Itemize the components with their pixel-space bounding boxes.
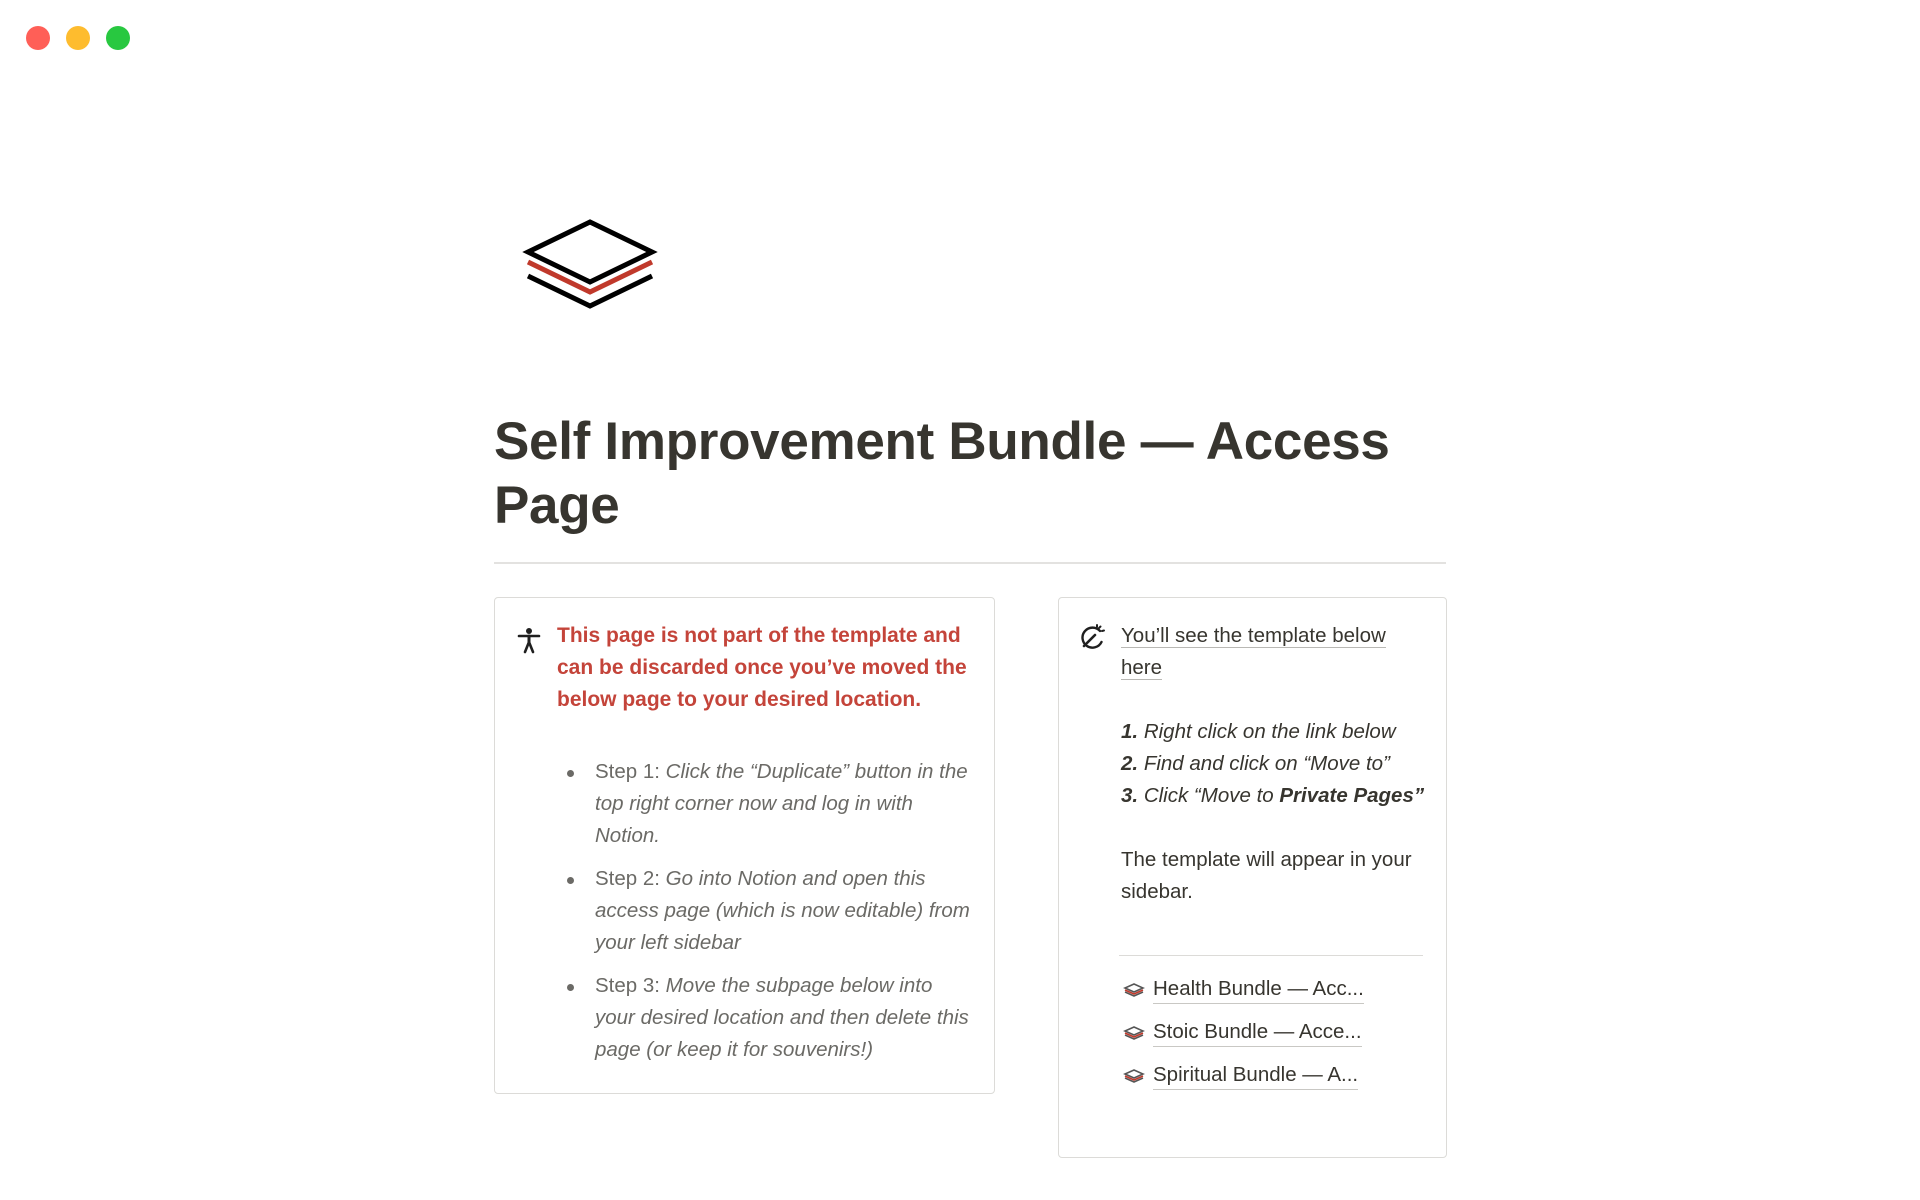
cursor-click-icon [1078,624,1106,652]
template-instructions-callout [1058,597,1447,1158]
instruction-line [1121,716,1431,748]
instruction-bold-text: Private Pages” [1279,784,1425,807]
subpage-link-spiritual[interactable] [1123,1054,1423,1097]
step-label: Step 1: [595,760,660,783]
instructions-content [1121,620,1431,908]
instruction-line [1121,780,1431,812]
stacked-layers-icon [1123,982,1145,998]
instruction-number: 3. [1121,784,1139,807]
sidebar-note: The template will appear in your sidebar. [1121,848,1412,903]
subpage-label: Health Bundle — Acc... [1153,975,1364,1004]
stacked-layers-icon [1123,1025,1145,1041]
title-divider [494,562,1446,564]
list-item [557,970,977,1066]
step-label: Step 2: [595,867,660,890]
minimize-window-button[interactable] [66,26,90,50]
maximize-window-button[interactable] [106,26,130,50]
list-item [557,756,977,852]
instruction-text: Click “Move to [1143,784,1280,807]
stacked-layers-icon [1123,1068,1145,1084]
instruction-text: Find and click on “Move to” [1143,752,1390,775]
subpage-label: Stoic Bundle — Acce... [1153,1018,1362,1047]
template-link[interactable]: You’ll see the template below here [1121,624,1386,679]
subpage-link-stoic[interactable] [1123,1011,1423,1054]
subpage-list [1123,968,1423,1097]
subpage-link-health[interactable] [1123,968,1423,1011]
step-text: Click the “Duplicate” button in the top right corner now and log in with Notion. [595,760,968,847]
instruction-number: 1. [1121,720,1139,743]
discard-notice-callout [494,597,995,1094]
window-controls [26,26,130,50]
step-label: Step 3: [595,974,660,997]
instruction-number: 2. [1121,752,1139,775]
step-text: Go into Notion and open this access page (which is now editable) from your left sidebar [595,867,970,954]
list-item [557,863,977,959]
page-title: Self Improvement Bundle — Access Page [494,412,1390,535]
accessibility-icon [515,626,543,654]
instruction-text: Right click on the link below [1143,720,1396,743]
instruction-line [1121,748,1431,780]
subpage-label: Spiritual Bundle — A... [1153,1061,1358,1090]
step-text: Move the subpage below into your desired location and then delete this page (or keep it for souvenirs!) [595,974,969,1061]
move-instructions [1121,716,1431,812]
subpages-divider [1119,955,1423,956]
steps-list [557,756,977,1077]
discard-notice-text: This page is not part of the template and can be discarded once you’ve moved the below page to your desired location. [557,624,967,711]
close-window-button[interactable] [26,26,50,50]
stacked-layers-icon[interactable] [522,218,658,310]
